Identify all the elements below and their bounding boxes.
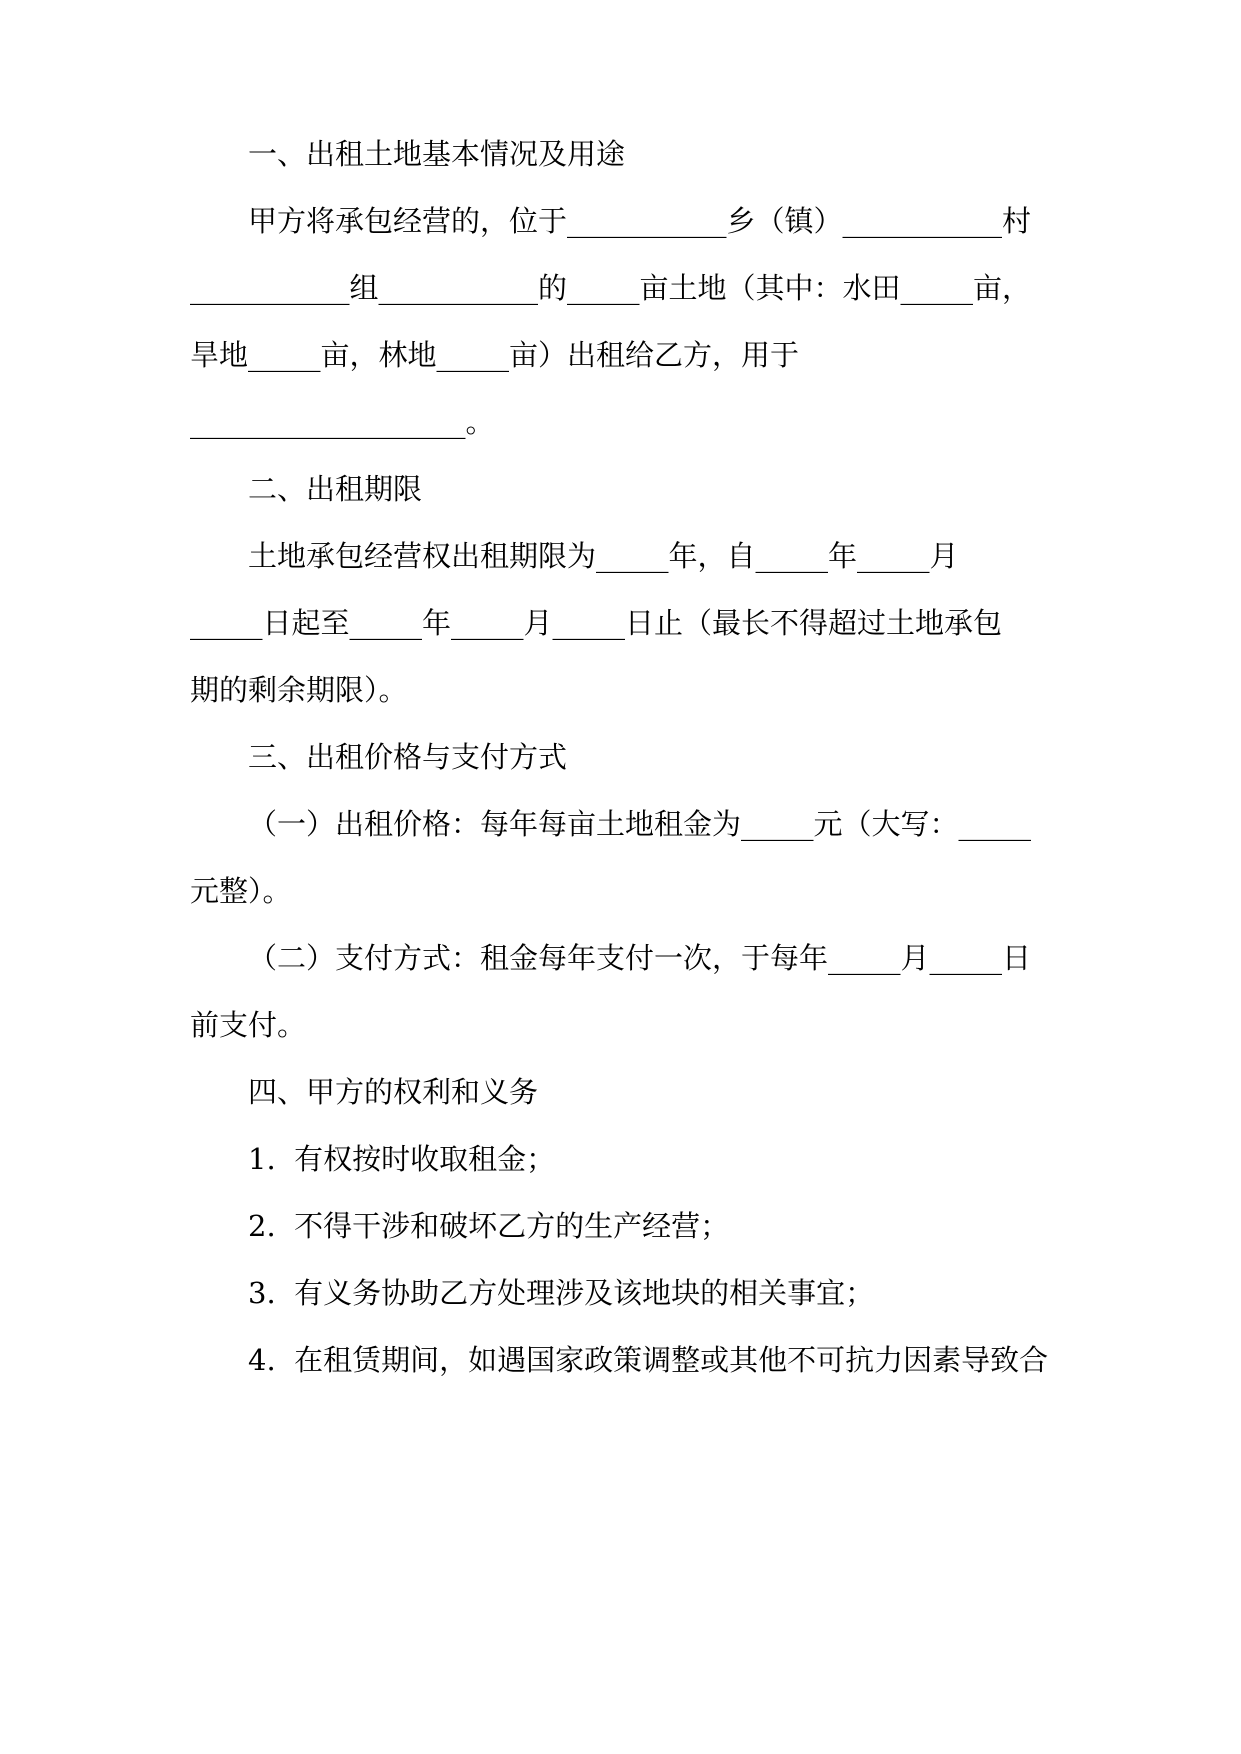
- section-3-payment-line-1: （二）支付方式：租金每年支付一次，于每年_____月_____日: [248, 941, 1032, 975]
- section-2-paragraph-line-2: _____日起至_____年_____月_____日止（最长不得超过土地承包: [190, 606, 1003, 640]
- section-1-paragraph-line-4: ___________________。: [190, 405, 495, 439]
- section-1-paragraph-line-3: 旱地_____亩，林地_____亩）出租给乙方，用于: [190, 338, 800, 372]
- section-4-item-4: 4. 在租赁期间，如遇国家政策调整或其他不可抗力因素导致合: [248, 1343, 1049, 1377]
- section-2-paragraph-line-3: 期的剩余期限）。: [190, 673, 408, 707]
- section-4-item-2: 2. 不得干涉和破坏乙方的生产经营；: [248, 1209, 730, 1243]
- section-3-payment-line-2: 前支付。: [190, 1008, 307, 1042]
- section-3-heading: 三、出租价格与支付方式: [248, 740, 568, 774]
- section-2-heading: 二、出租期限: [248, 472, 423, 506]
- section-4-item-1: 1. 有权按时收取租金；: [248, 1142, 556, 1176]
- section-2-paragraph-line-1: 土地承包经营权出租期限为_____年，自_____年_____月: [248, 539, 959, 573]
- section-3-price-line-2: 元整）。: [190, 874, 292, 908]
- section-1-paragraph-line-1: 甲方将承包经营的，位于___________乡（镇）___________村: [248, 204, 1032, 238]
- section-1-heading: 一、出租土地基本情况及用途: [248, 137, 626, 171]
- section-1-paragraph-line-2: ___________组___________的_____亩土地（其中：水田_____亩，: [190, 271, 1032, 305]
- section-4-heading: 四、甲方的权利和义务: [248, 1075, 539, 1109]
- section-3-price-line-1: （一）出租价格：每年每亩土地租金为_____元（大写：_____: [248, 807, 1032, 841]
- section-4-item-3: 3. 有义务协助乙方处理涉及该地块的相关事宜；: [248, 1276, 875, 1310]
